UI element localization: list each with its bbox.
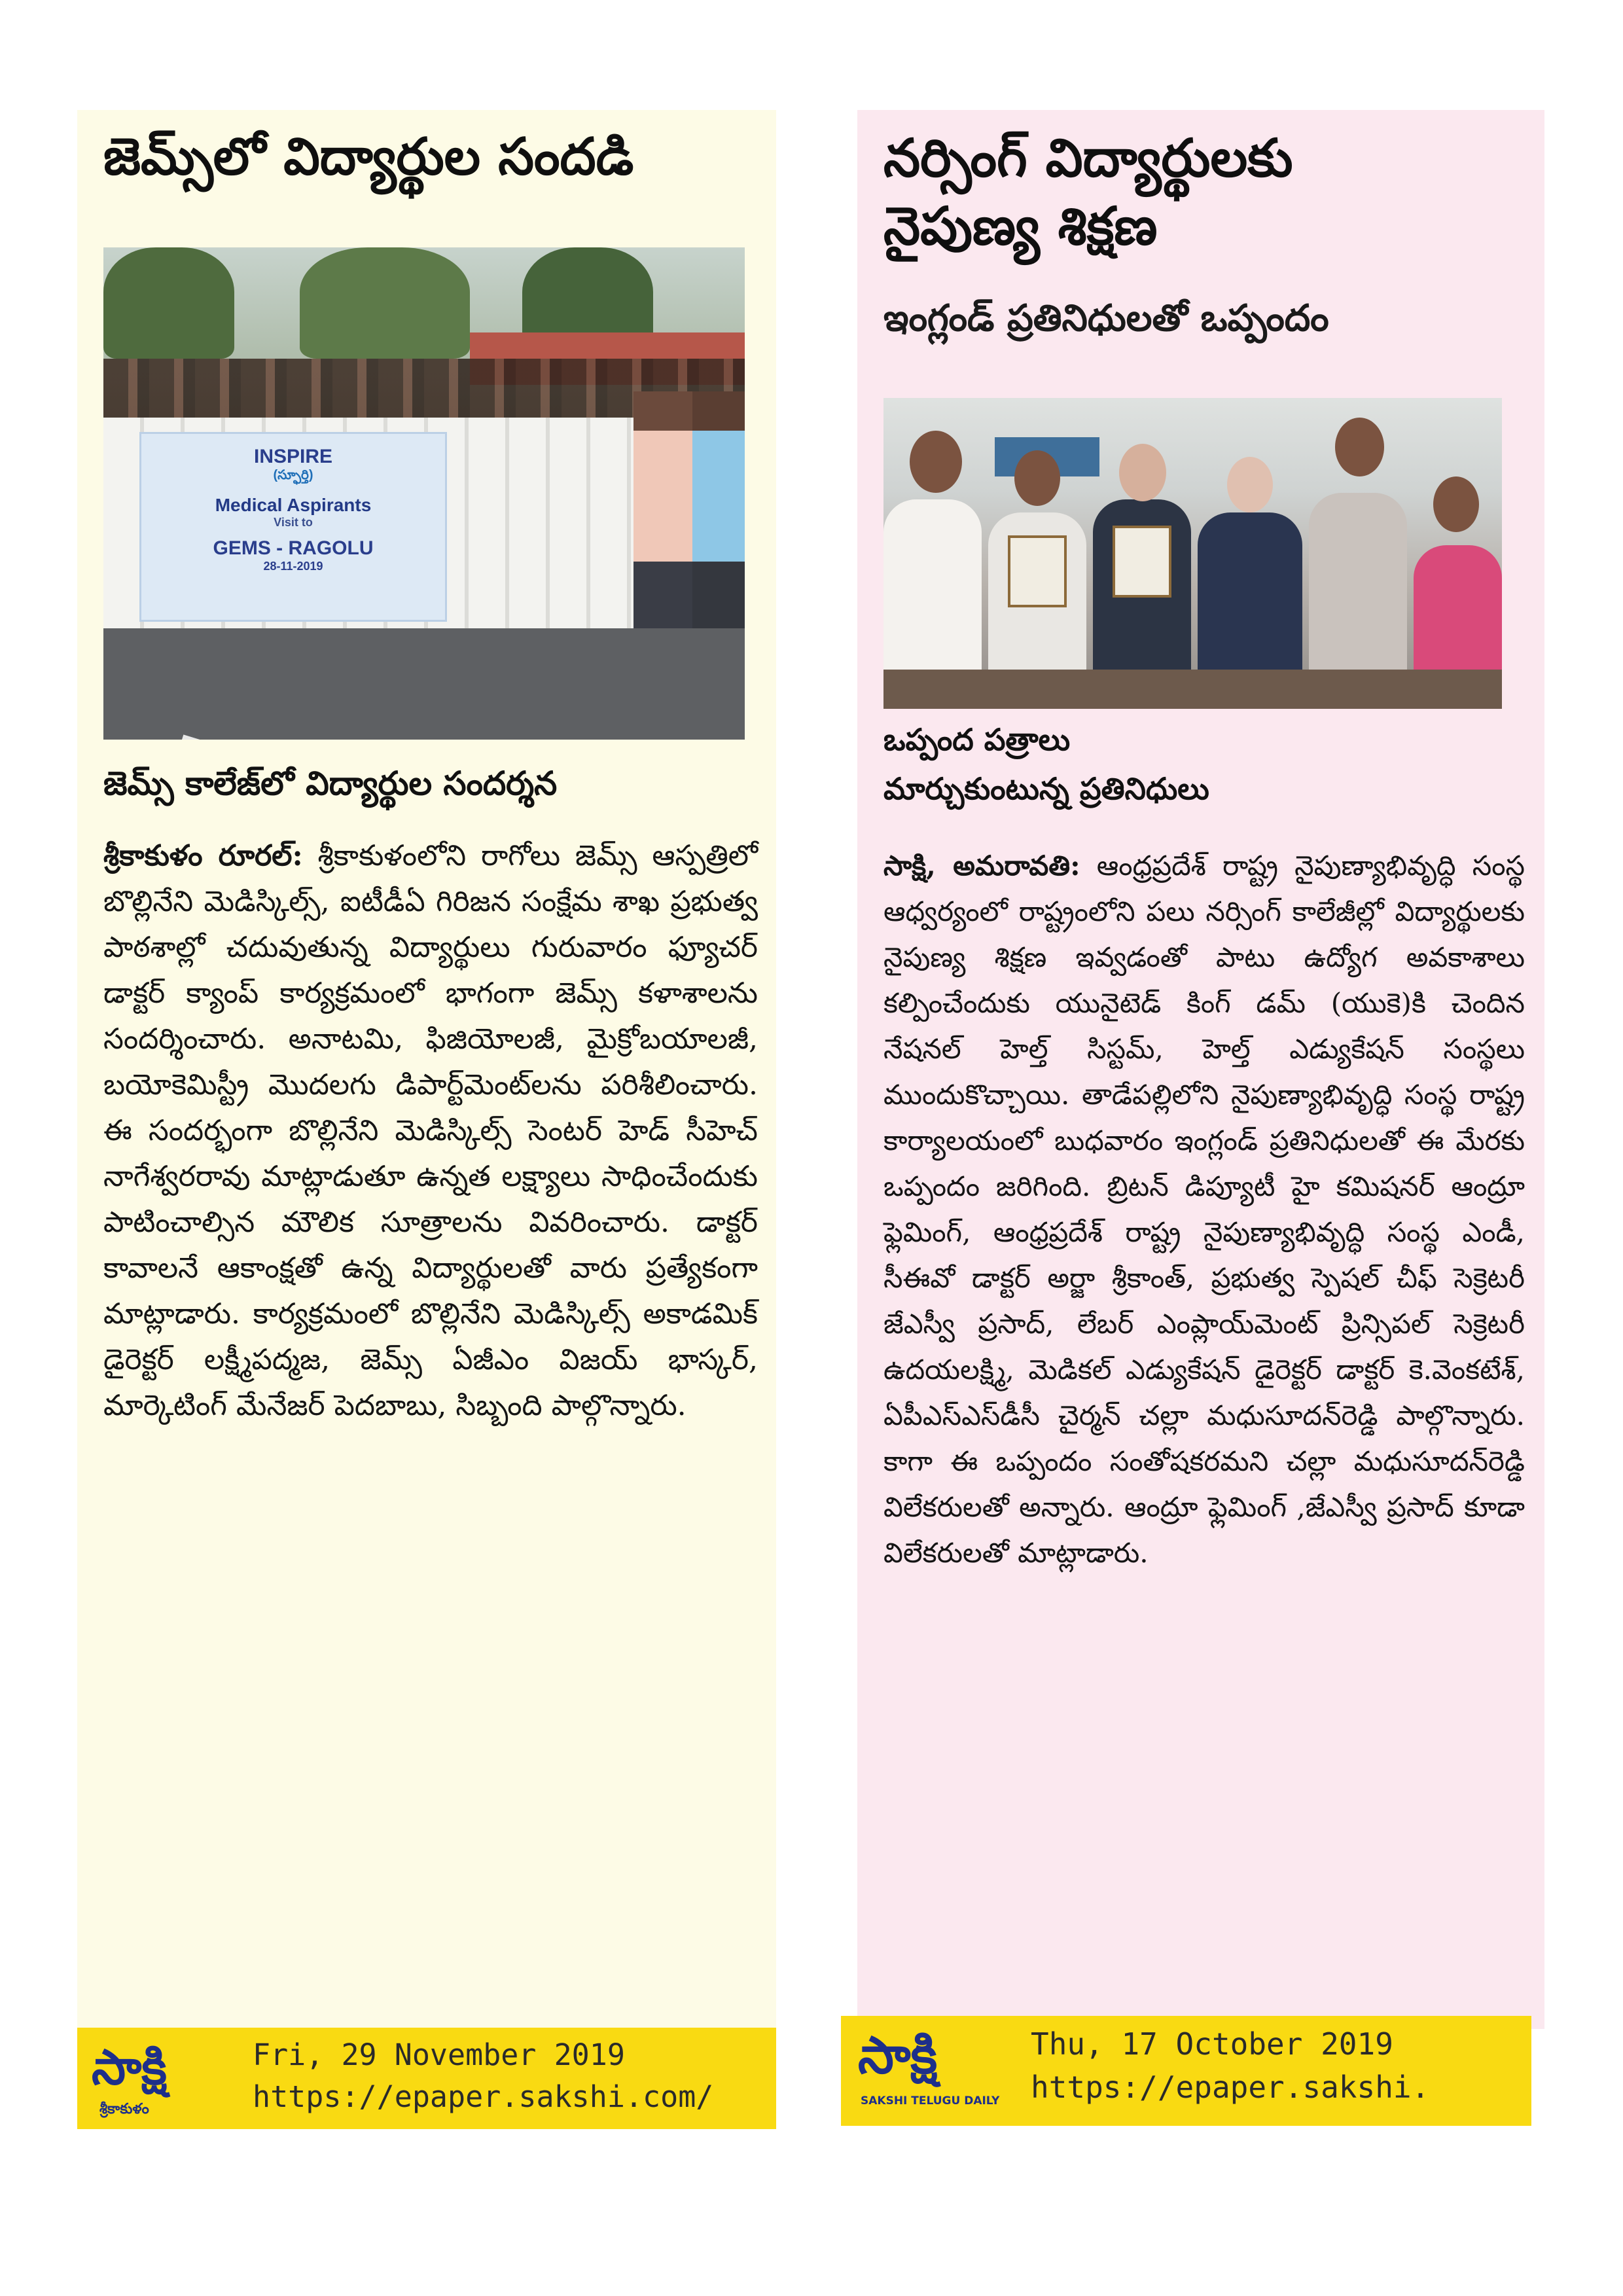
photo-banner [139,432,447,622]
right-article-photo [883,398,1502,709]
right-headline [883,124,1525,260]
right-photo-caption-line1: ఒప్పంద పత్రాలు [883,722,1071,757]
left-footer-url[interactable]: https://epaper.sakshi.com/ [253,2079,714,2114]
photo-person-head [910,431,962,493]
right-article-body [883,843,1525,1576]
photo-tree [300,247,470,359]
photo-person-head [1433,476,1479,532]
left-footer-meta [253,2034,770,2118]
sakshi-logo: సాక్షి [92,2039,167,2096]
banner-line: (స్ఫూర్తి) [273,468,313,482]
left-body-text: శ్రీకాకుళంలోని రాగోలు జెమ్స్ ఆస్పత్రిలో బొల్లినేని మెడిస్కిల్స్, ఐటీడీఏ గిరిజన సంక్షేమ శాఖ ప్రభుత్వ పాఠశాల్లో చదువుతున్న విద్యార్థులు గురువారం ఫ్యూచర్ డాక్టర్ క్యాంప్ కార్యక్రమంలో భాగంగా జెమ్స్ కళాశాలను సందర్శించారు. అనాటమి, ఫిజియోలజీ, మైక్రోబయాలజీ, బయోకెమిస్ట్రీ మొదలగు డిపార్ట్‌మెంట్‌లను పరిశీలించారు. ఈ సందర్భంగా బొల్లినేని మెడిస్కిల్స్ సెంటర్ హెడ్ సీహెచ్ నాగేశ్వరరావు మాట్లాడుతూ ఉన్నత లక్ష్యాలు సాధించేందుకు పాటించాల్సిన మౌలిక సూత్రాలను వివరించారు. డాక్టర్ కావాలనే ఆకాంక్షతో ఉన్న విద్యార్థులతో వారు ప్రత్యేకంగా మాట్లాడారు. కార్యక్రమంలో బొల్లినేని మెడిస్కిల్స్ అకాడమిక్ డైరెక్టర్ లక్ష్మీపద్మజ, జెమ్స్ ఏజీఎం విజయ్ భాస్కర్, మార్కెటింగ్ మేనేజర్ పెదబాబు, సిబ్బంది పాల్గొన్నారు. [103,839,758,1422]
right-subheadline: ఇంగ్లండ్ ప్రతినిధులతో ఒప్పందం [883,297,1329,340]
banner-line: 28-11-2019 [263,560,323,573]
photo-tree [103,247,234,359]
sakshi-edition-label: శ్రీకాకుళం [99,2101,149,2117]
banner-line: GEMS - RAGOLU [213,537,374,559]
sakshi-tagline: SAKSHI TELUGU DAILY [861,2094,1000,2108]
photo-person-head [1119,444,1166,501]
banner-line: INSPIRE [253,446,333,467]
right-footer-date: Thu, 17 October 2019 [1031,2026,1393,2062]
left-news-clipping [77,110,776,2034]
right-footer-url[interactable]: https://epaper.sakshi. [1031,2070,1430,2105]
left-footer [77,2028,776,2129]
right-photo-caption-line2: మార్చుకుంటున్న ప్రతినిధులు [883,771,1209,806]
left-article-photo [103,247,745,740]
right-news-clipping [857,110,1544,2029]
photo-road [103,628,745,740]
photo-person-head [1335,418,1384,476]
right-dateline: సాక్షి, అమరావతి: [883,850,1080,882]
photo-table [883,670,1502,709]
photo-person-head [1227,457,1273,512]
right-body-text: ఆంధ్రప్రదేశ్ రాష్ట్ర నైపుణ్యాభివృద్ధి సంస్థ ఆధ్వర్యంలో రాష్ట్రంలోని పలు నర్సింగ్ కాలేజీల్లో విద్యార్థులకు నైపుణ్య శిక్షణ ఇవ్వడంతో పాటు ఉద్యోగ అవకాశాలు కల్పించేందుకు యునైటెడ్ కింగ్ డమ్ (యుకె)కి చెందిన నేషనల్ హెల్త్ సిస్టమ్, హెల్త్ ఎడ్యుకేషన్ సంస్థలు ముందుకొచ్చాయి. తాడేపల్లిలోని నైపుణ్యాభివృద్ధి సంస్థ రాష్ట్ర కార్యాలయంలో బుధవారం ఇంగ్లండ్ ప్రతినిధులతో ఈ మేరకు ఒప్పందం జరిగింది. బ్రిటన్ డిప్యూటీ హై కమిషనర్ ఆంద్రూ ఫ్లెమింగ్, ఆంధ్రప్రదేశ్ రాష్ట్ర నైపుణ్యాభివృద్ధి సంస్థ ఎండీ, సీఈవో డాక్టర్ అర్జా శ్రీకాంత్, ప్రభుత్వ స్పెషల్ చీఫ్ సెక్రెటరీ జేఎస్వీ ప్రసాద్, లేబర్ ఎంప్లాయ్‌మెంట్ ప్రిన్సిపల్ సెక్రెటరీ ఉదయలక్ష్మి, మెడికల్ ఎడ్యుకేషన్ డైరెక్టర్ డాక్టర్ కె.వెంకటేశ్, ఏపీఎస్ఎస్‌డీసీ చైర్మన్ చల్లా మధుసూదన్‌రెడ్డి పాల్గొన్నారు. కాగా ఈ ఒప్పందం సంతోషకరమని చల్లా మధుసూదన్‌రెడ్డి విలేకరులతో అన్నారు. ఆంద్రూ ఫ్లెమింగ్ ,జేఎస్వీ ప్రసాద్ కూడా విలేకరులతో మాట్లాడారు. [883,850,1525,1569]
right-headline-line2: నైపుణ్య శిక్షణ [883,196,1158,257]
photo-agreement-document [1008,535,1067,607]
left-headline: జెమ్స్‌లో విద్యార్థుల సందడి [103,128,634,187]
sakshi-logo: సాక్షి [858,2026,938,2085]
left-footer-date: Fri, 29 November 2019 [253,2037,625,2072]
right-headline-line1: నర్సింగ్ విద్యార్థులకు [883,128,1293,188]
left-dateline: శ్రీకాకుళం రూరల్: [103,839,303,872]
right-footer [841,2016,1531,2126]
banner-line: Medical Aspirants [215,495,372,515]
photo-agreement-document [1113,526,1171,598]
left-article-body [103,833,758,1429]
photo-person-head [1014,450,1060,506]
right-footer-meta [1031,2022,1528,2109]
banner-line: Visit to [274,516,313,529]
left-photo-caption: జెమ్స్ కాలేజ్‌లో విద్యార్థుల సందర్శన [103,764,558,802]
